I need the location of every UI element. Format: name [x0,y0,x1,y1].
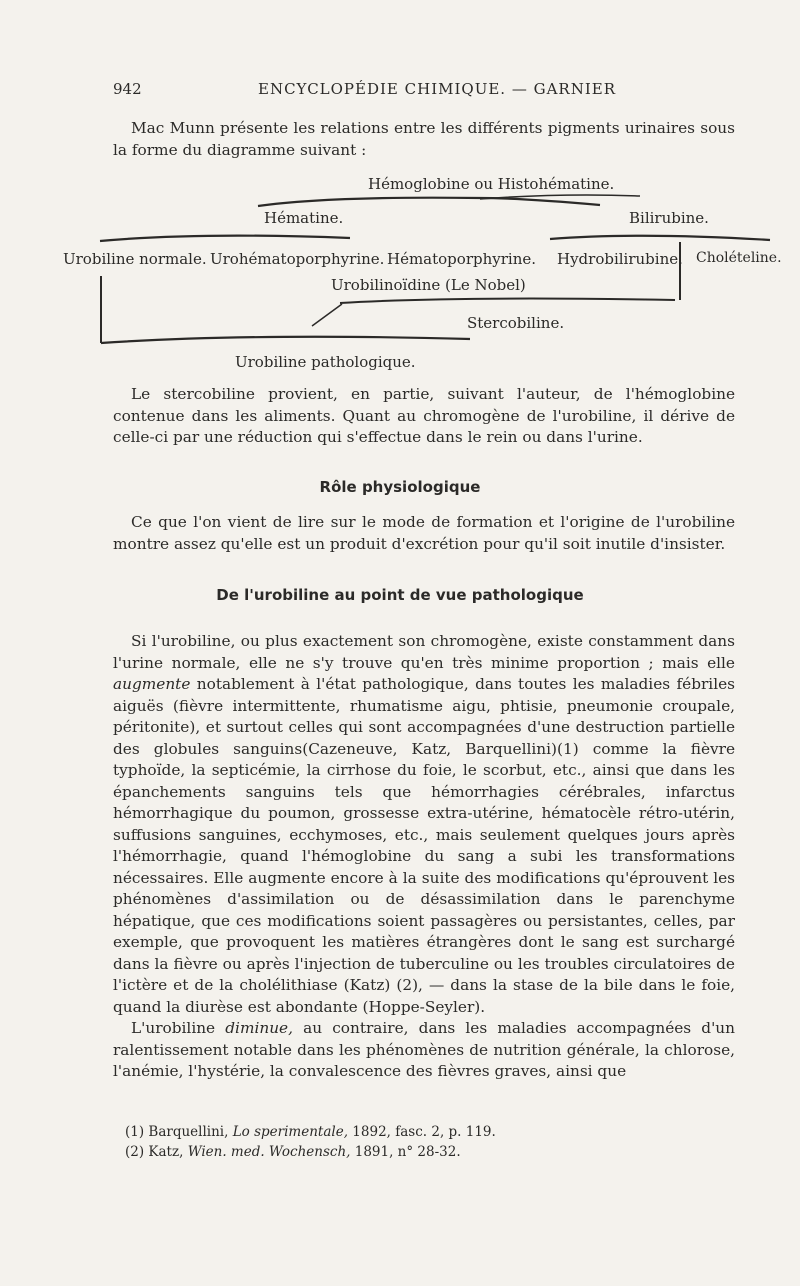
page-number: 942 [113,80,142,98]
running-title: ENCYCLOPÉDIE CHIMIQUE. — GARNIER [258,80,617,98]
paragraph-pathologique-part-a: Si l'urobiline, ou plus exactement son chromogène, existe constamment dans l'urine normale, elle ne s'y trouve qu'en très minime proportion ; mais elle [113,632,735,672]
line-hemoglobine-hematine [258,198,600,206]
paragraph-pathologique-text [113,631,735,1018]
paragraph-stercobiline-text: Le stercobiline provient, en partie, suivant l'auteur, de l'hémoglobine contenue dans les aliments. Quant au chromogène de l'urobiline, il dérive de celle-ci par une réduction qui s'effectue dans le rein ou dans l'urine. [113,385,735,446]
footnote-1-journal: Lo sperimentale, [232,1124,348,1140]
paragraph-diminue-part-a: L'urobiline [131,1019,216,1037]
line-bilirubine-derivatives [550,236,770,240]
footnote-1 [125,1122,496,1142]
label-stercobiline: Stercobiline. [467,314,565,332]
heading-role-physiologique: Rôle physiologique [319,478,481,496]
paragraph-role [113,512,735,555]
line-hematine-urobiline [100,236,350,241]
label-bilirubine: Bilirubine. [629,209,709,227]
label-urobiline-pathologique: Urobiline pathologique. [235,353,416,371]
paragraph-diminue-text [113,1018,735,1083]
paragraph-diminue-part-b: au contraire, dans les maladies accompagnées d'un ralentissement notable dans les phénomènes de nutrition générale, la chlorose, l'anémie, l'hystérie, la convalescence des fièvres graves, ainsi que [113,1019,735,1080]
line-to-stercobiline [340,299,675,303]
paragraph-stercobiline [113,384,735,449]
heading-pathologique: De l'urobiline au point de vue pathologique [216,586,584,604]
label-hematine: Hématine. [264,209,344,227]
label-hydrobilirubine: Hydrobilirubine. [557,250,683,268]
paragraph-pathologique-part-b: notablement à l'état pathologique, dans toutes les maladies fébriles aiguës (fièvre intermittente, rhumatisme aigu, phtisie, pneumonie croupale, péritonite), et surtout celles qui sont accompagnées d'une destruction partielle des globules sanguins(Cazeneuve, Katz, Barquellini)(1) comme la fièvre typhoïde, la septicémie, la cirrhose du foie, le scorbut, etc., ainsi que dans les épanchements sanguins tels que hémorrhagies cérébrales, infarctus hémorrhagique du poumon, grossesse extra-utérine, hématocèle rétro-utérin, suffusions sanguines, ecchymoses, etc., mais seulement quelques jours après l'hémorrhagie, quand l'hémoglobine du sang a subi les transformations nécessaires. Elle augmente encore à la suite des modifications qu'éprouvent les phénomènes d'assimilation ou de désassimilation dans le parenchyme hépatique, que ces modifications soient passagères ou persistantes, celles, par exemple, que provoquent les matières étrangères dont le sang est surchargé dans la fièvre ou après l'injection de tuberculine ou les troubles circulatoires de l'ictère et de la cholélithiase (Katz) (2), — dans la stase de la bile dans le foie, quand la diurèse est abondante (Hoppe-Seyler). [113,675,735,1016]
paragraph-role-text: Ce que l'on vient de lire sur le mode de formation et l'origine de l'urobiline montre assez qu'elle est un produit d'excrétion pour qu'il soit inutile d'insister. [113,513,735,553]
label-choleteline: Cholételine. [696,250,782,266]
line-urobiline-pathologique [101,337,470,343]
line-diagonal [312,304,342,326]
footnote-2-journal: Wien. med. Wochensch, [187,1144,351,1160]
emphasis-augmente: augmente [113,675,191,693]
label-hematoporphyrine: Hématoporphyrine. [387,250,536,268]
paragraph-pathologique [113,631,735,1083]
intro-text: Mac Munn présente les relations entre les différents pigments urinaires sous la forme du diagramme suivant : [113,119,735,159]
label-hemoglobine: Hémoglobine ou Histohématine. [368,175,615,193]
footnote-2-author: (2) Katz, [125,1144,184,1160]
footnote-1-ref: 1892, fasc. 2, p. 119. [352,1124,496,1140]
footnote-1-author: (1) Barquellini, [125,1124,229,1140]
label-urohematoporphyrine: Urohématoporphyrine. [210,250,385,268]
label-urobiline-normale: Urobiline normale. [63,250,207,268]
label-urobilinoidine: Urobilinoïdine (Le Nobel) [331,276,526,294]
footnote-2 [125,1142,461,1162]
footnote-2-ref: 1891, n° 28-32. [354,1144,461,1160]
emphasis-diminue: diminue, [225,1019,293,1037]
